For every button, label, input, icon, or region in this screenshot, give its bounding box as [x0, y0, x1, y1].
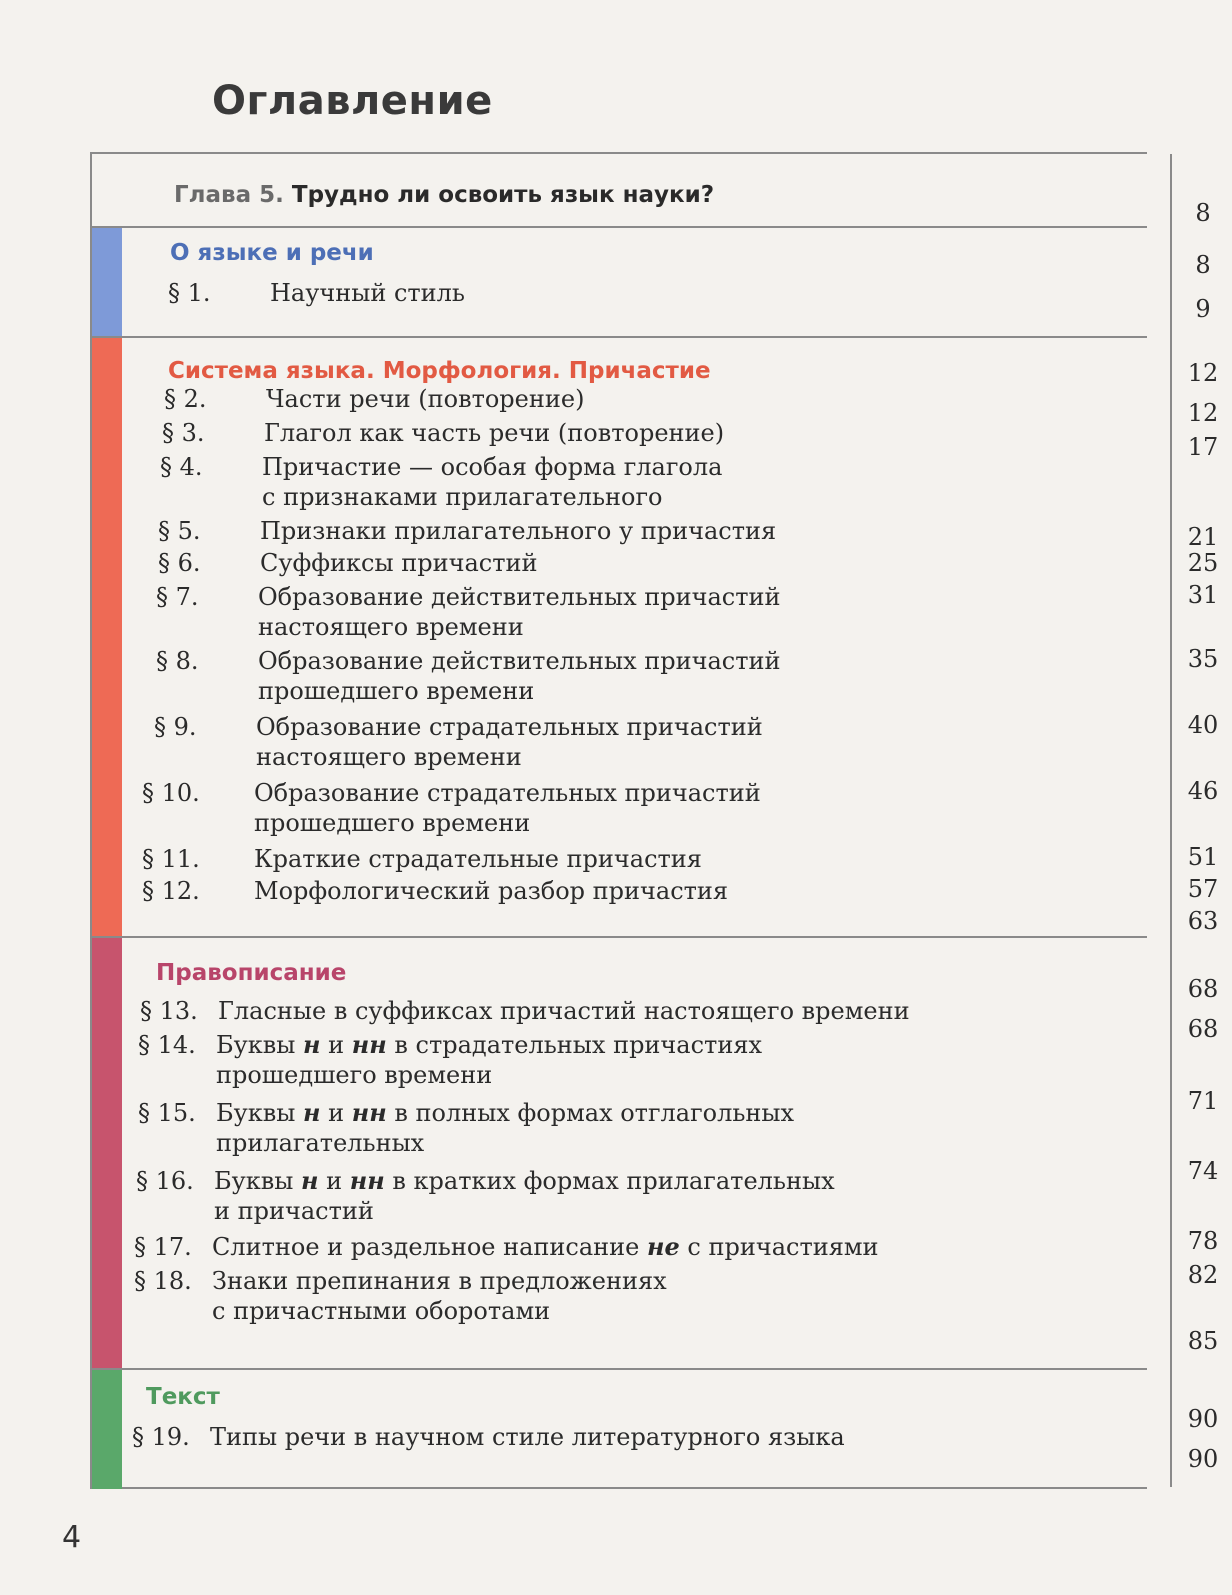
- entry-text: Части речи (повторение): [266, 385, 585, 413]
- entry-page: 57: [1187, 875, 1219, 903]
- entry-text-cont: прошедшего времени: [216, 1061, 493, 1089]
- page-column-divider: [1170, 154, 1172, 1487]
- entry-number: § 4.: [160, 453, 203, 481]
- table-of-contents: [90, 152, 1219, 1489]
- entry-number: § 16.: [136, 1167, 194, 1195]
- entry-text: Образование страдательных причастий: [256, 713, 763, 741]
- spelling-mark: нн: [351, 1098, 387, 1127]
- section-title[interactable]: Текст: [146, 1384, 220, 1410]
- section-text: [92, 1368, 1219, 1489]
- page-number: 4: [62, 1520, 82, 1555]
- entry-page: 90: [1187, 1445, 1219, 1473]
- entry-page: 74: [1187, 1157, 1219, 1185]
- chapter-page: 8: [1195, 199, 1211, 227]
- entry-page: 85: [1187, 1327, 1219, 1355]
- entry-number: § 7.: [156, 583, 199, 611]
- entry-text: Морфологический разбор причастия: [254, 877, 729, 905]
- entry-page: 9: [1195, 295, 1211, 323]
- entry-number: § 6.: [158, 549, 201, 577]
- entry-text: Буквы: [214, 1167, 301, 1195]
- entry-text: Краткие страдательные причастия: [254, 845, 702, 873]
- entry-page: 63: [1187, 907, 1219, 935]
- entry-page: 25: [1187, 549, 1219, 577]
- entry-number: § 9.: [154, 713, 197, 741]
- spelling-mark: не: [647, 1232, 680, 1261]
- entry-text: Образование действительных причастий: [258, 647, 781, 675]
- entry-page: 17: [1187, 433, 1219, 461]
- entry-text: в страдательных причастиях: [386, 1031, 762, 1059]
- entry-text: и: [320, 1031, 352, 1059]
- entry-number: § 8.: [156, 647, 199, 675]
- entry-text: Знаки препинания в предложениях: [212, 1267, 667, 1295]
- section-color-bar: [92, 1370, 122, 1489]
- entry-number: § 2.: [164, 385, 207, 413]
- entry-text: Причастие — особая форма глагола: [262, 453, 723, 481]
- entry-number: § 18.: [134, 1267, 192, 1295]
- entry-number: § 19.: [132, 1423, 190, 1451]
- spelling-mark: н: [301, 1166, 319, 1195]
- entry-page: 21: [1187, 523, 1219, 551]
- section-about-language: [92, 226, 1211, 338]
- section-page: 68: [1187, 975, 1219, 1003]
- section-title[interactable]: О языке и речи: [170, 240, 374, 266]
- entry-text: Буквы: [216, 1031, 303, 1059]
- section-title[interactable]: Система языка. Морфология. Причастие: [168, 358, 711, 384]
- entry-number: § 12.: [142, 877, 200, 905]
- entry-text-cont: и причастий: [214, 1197, 374, 1225]
- entry-text: с причастиями: [679, 1233, 879, 1261]
- page-title: Оглавление: [212, 78, 493, 124]
- entry-text: Признаки прилагательного у причастия: [260, 517, 777, 545]
- entry-page: 31: [1187, 581, 1219, 609]
- entry-number: § 15.: [138, 1099, 196, 1127]
- entry-text-cont: с причастными оборотами: [212, 1297, 551, 1325]
- entry-page: 46: [1187, 777, 1219, 805]
- entry-text-cont: прилагательных: [216, 1129, 425, 1157]
- spelling-mark: нн: [349, 1166, 385, 1195]
- entry-text-cont: с признаками прилагательного: [262, 483, 663, 511]
- entry-page: 40: [1187, 711, 1219, 739]
- chapter-prefix: Глава 5.: [174, 182, 284, 208]
- entry-text: Научный стиль: [270, 279, 465, 307]
- chapter-header: [92, 154, 1211, 227]
- entry-number: § 11.: [142, 845, 200, 873]
- entry-number: § 10.: [142, 779, 200, 807]
- section-page: 12: [1187, 359, 1219, 387]
- entry-page: 35: [1187, 645, 1219, 673]
- section-page: 8: [1195, 251, 1211, 279]
- entry-text: Образование действительных причастий: [258, 583, 781, 611]
- section-title[interactable]: Правописание: [156, 960, 347, 986]
- entry-number: § 17.: [134, 1233, 192, 1261]
- entry-text: Слитное и раздельное написание: [212, 1233, 647, 1261]
- entry-page: 82: [1187, 1261, 1219, 1289]
- section-page: 90: [1187, 1405, 1219, 1433]
- entry-number: § 13.: [140, 997, 198, 1025]
- entry-text: и: [318, 1167, 350, 1195]
- spelling-mark: н: [303, 1098, 321, 1127]
- entry-text: в кратких формах прилагательных: [384, 1167, 835, 1195]
- entry-text: Образование страдательных причастий: [254, 779, 761, 807]
- entry-page: 12: [1187, 399, 1219, 427]
- entry-text-cont: настоящего времени: [256, 743, 522, 771]
- section-spelling: [92, 936, 1219, 1370]
- entry-page: 78: [1187, 1227, 1219, 1255]
- section-color-bar: [92, 338, 122, 938]
- section-color-bar: [92, 938, 122, 1370]
- chapter-name: Трудно ли освоить язык науки?: [291, 182, 715, 208]
- entry-page: 68: [1187, 1015, 1219, 1043]
- entry-text: Типы речи в научном стиле литературного языка: [210, 1423, 845, 1451]
- entry-number: § 1.: [168, 279, 211, 307]
- entry-text: и: [320, 1099, 352, 1127]
- entry-text: Суффиксы причастий: [260, 549, 538, 577]
- entry-text-cont: прошедшего времени: [254, 809, 531, 837]
- entry-text-cont: настоящего времени: [258, 613, 524, 641]
- entry-text: Глагол как часть речи (повторение): [264, 419, 725, 447]
- section-language-system: [92, 336, 1219, 938]
- entry-page: 71: [1187, 1087, 1219, 1115]
- entry-text: в полных формах отглагольных: [386, 1099, 795, 1127]
- entry-number: § 3.: [162, 419, 205, 447]
- chapter-title[interactable]: [174, 182, 714, 208]
- section-color-bar: [92, 228, 122, 338]
- spelling-mark: нн: [351, 1030, 387, 1059]
- spelling-mark: н: [303, 1030, 321, 1059]
- entry-text: Гласные в суффиксах причастий настоящего времени: [218, 997, 910, 1025]
- entry-number: § 5.: [158, 517, 201, 545]
- entry-text: Буквы: [216, 1099, 303, 1127]
- entry-number: § 14.: [138, 1031, 196, 1059]
- entry-page: 51: [1187, 843, 1219, 871]
- entry-text-cont: прошедшего времени: [258, 677, 535, 705]
